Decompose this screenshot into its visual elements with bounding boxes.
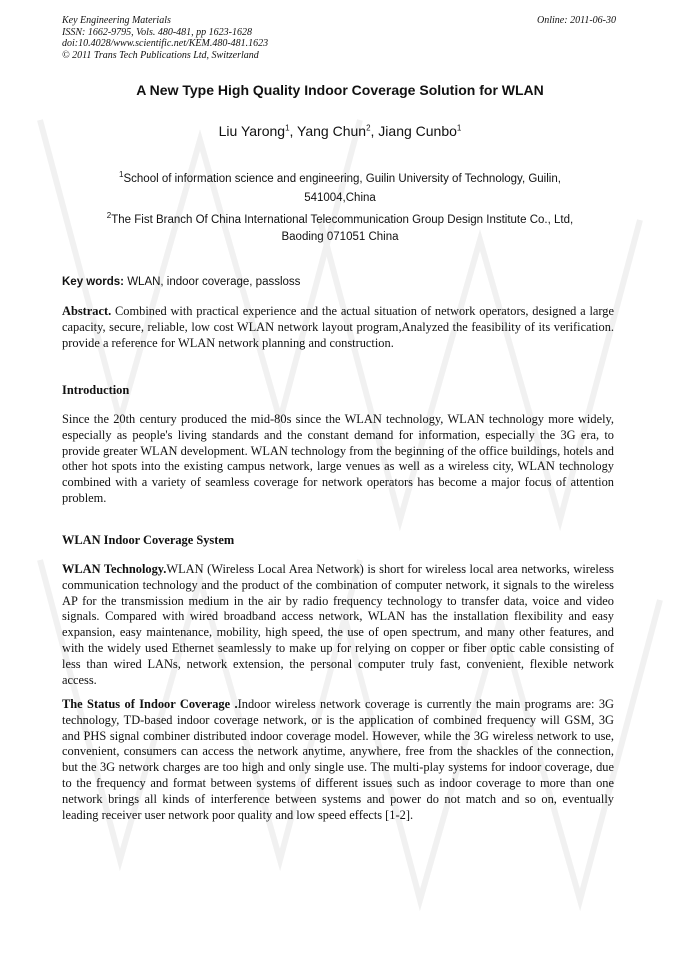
abstract-paragraph: Abstract. Combined with practical experience and the actual situation of network operators, designed a large capacity, secure, reliable, low cost WLAN network layout program,Analyzed the feasibility of its verification. provide a reference for WLAN network planning and construction.	[62, 304, 614, 350]
issn-line: ISSN: 1662-9795, Vols. 480-481, pp 1623-1628	[62, 26, 252, 38]
copyright-line: © 2011 Trans Tech Publications Ltd, Switzerland	[62, 49, 259, 61]
affiliation-1: $^1$School of information science and engineering, Guilin University of Technology, Guilin, 541004,China	[119, 170, 561, 204]
author-affil-sup: 1	[456, 123, 462, 133]
online-date: Online: 2011-06-30	[537, 15, 616, 26]
abstract-label: Abstract.	[62, 304, 112, 318]
keywords-label: Key words:	[62, 276, 124, 288]
author-name: Liu Yarong	[218, 123, 286, 139]
section-heading-introduction: Introduction	[62, 383, 130, 397]
journal-header	[62, 15, 618, 61]
doi-link[interactable]: doi:10.4028/www.scientific.net/KEM.480-481.1623	[62, 38, 269, 49]
wlan-technology-paragraph: WLAN Technology.WLAN (Wireless Local Area Network) is short for wireless local area networks, wireless communication technology and the product of the combination of computer network, it signals to the wireless AP for the transmission medium in the air by radio frequency technology to transfer data, voice and video signals. Compared with wired broadband access network, WLAN has the installation flexibility and easy expansion, easy maintenance, mobility, high speed, the use of open spectrum, and many other features, and with the widely used Ethernet seamlessly to make up for relying on copper or fiber optic cable consisting of less than wired LANs, network extension, the personal computer truly fast, convenient, flexible network access.	[62, 562, 614, 687]
author-affil-sup: 2	[366, 123, 371, 133]
keywords	[62, 276, 618, 288]
section-heading-wlan-indoor-coverage: WLAN Indoor Coverage System	[62, 533, 235, 547]
wlan-technology-label: WLAN Technology.	[62, 562, 167, 576]
author-affil-sup: 1	[285, 123, 290, 133]
paper-title: A New Type High Quality Indoor Coverage Solution for WLAN	[136, 82, 544, 98]
introduction-paragraph: Since the 20th century produced the mid-80s since the WLAN technology, WLAN technology more widely, especially as people's living standards and the constant demand for information, especially the 3G era, to provide greater WLAN development. WLAN technology from the beginning of the office buildings, hotels and other hot spots into the existing campus network, large venues as well as a wireless city, WLAN technology combined with a variety of seamless coverage for network operators has become a major focus of attention problem.	[62, 412, 614, 505]
affiliation-2: $^2$The Fist Branch Of China International Telecommunication Group Design Institute Co., Ltd, Baoding 071051 China	[106, 211, 574, 243]
journal-name: Key Engineering Materials	[62, 15, 171, 26]
indoor-coverage-status-paragraph: The Status of Indoor Coverage .Indoor wireless network coverage is currently the main programs are: 3G technology, TD-based indoor coverage network, or is the application of combined frequency will GSM, 3G and PHS signal combiner distributed indoor coverage model. However, while the 3G wireless network to use, convenient, consumers can access the network anytime, anywhere, free from the shackles of the connection, but the 3G network charges are too high and only single use. The multi-play systems for indoor coverage, due to the frequency and format between systems of different issues such as indoor coverage to more than one network brings all kinds of interference between systems and power do not match and so on, eventually leading receiver user network poor quality and low speed effects [1-2].	[62, 697, 614, 822]
author-name: Yang Chun	[297, 123, 367, 139]
keywords-text: WLAN, indoor coverage, passloss	[124, 276, 301, 288]
author-list: Liu Yarong$^1$, Yang Chun$^2$, Jiang Cunbo$^1$	[218, 123, 462, 139]
author-name: Jiang Cunbo	[378, 123, 457, 139]
indoor-coverage-status-label: The Status of Indoor Coverage .	[62, 697, 238, 711]
